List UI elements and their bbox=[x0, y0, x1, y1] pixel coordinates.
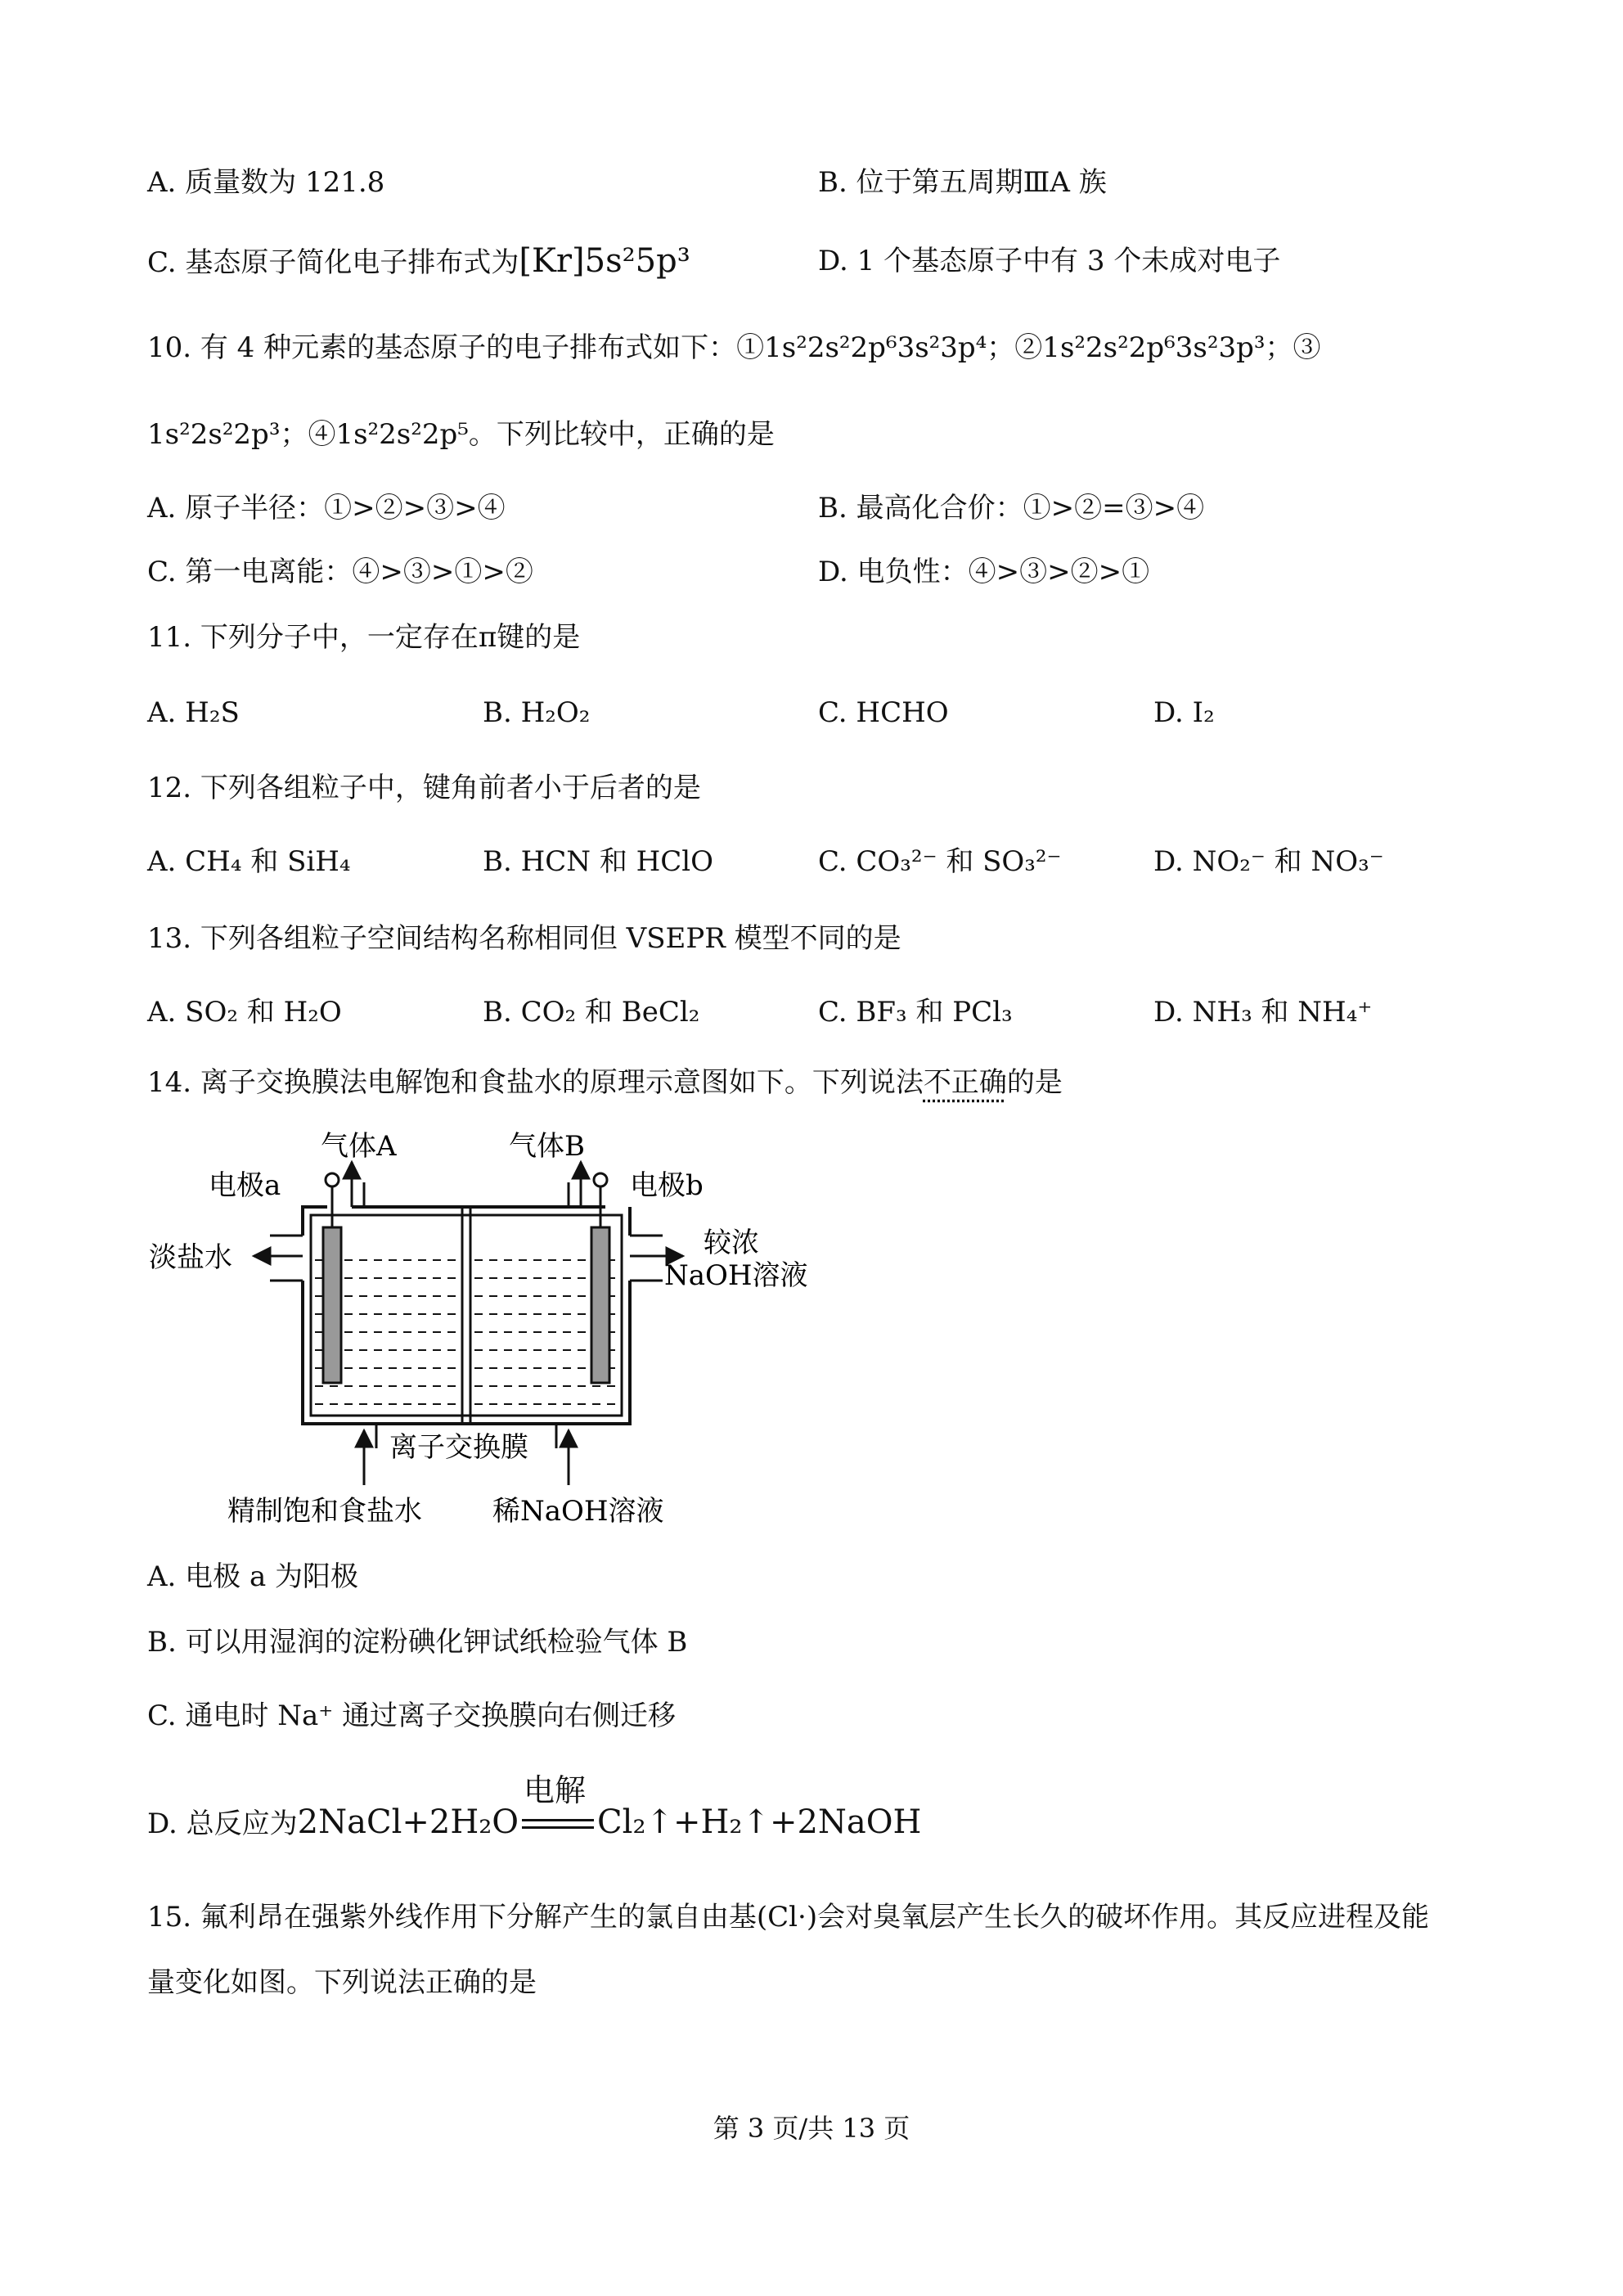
q11-option-b: B. H₂O₂ bbox=[483, 696, 591, 729]
conc-naoh-label-2: NaOH溶液 bbox=[664, 1259, 808, 1292]
q11-option-a: A. H₂S bbox=[147, 696, 240, 729]
q15-stem-line1: 15. 氟利昂在强紫外线作用下分解产生的氯自由基(Cl·)会对臭氧层产生长久的破坏作用。其反应进程及能 bbox=[147, 1901, 1430, 1934]
electrolysis-diagram bbox=[139, 1121, 843, 1546]
q9-option-c-text: C. 基态原子简化电子排布式为 bbox=[147, 246, 519, 279]
q14-stem bbox=[147, 1064, 1063, 1101]
electrode-a-label: 电极a bbox=[209, 1169, 281, 1202]
gas-a-label: 气体A bbox=[321, 1130, 397, 1163]
q10-stem-line1: 10. 有 4 种元素的基态原子的电子排布式如下：①1s²2s²2p⁶3s²3p⁴；②1s²2s²2p⁶3s²3p³；③ bbox=[147, 331, 1321, 364]
q12-option-b: B. HCN 和 HClO bbox=[483, 845, 714, 878]
q9-option-b: B. 位于第五周期ⅢA 族 bbox=[818, 166, 1107, 199]
q10-option-d: D. 电负性：④>③>②>① bbox=[818, 556, 1150, 588]
electrolyte-solution bbox=[315, 1260, 618, 1404]
q13-option-a: A. SO₂ 和 H₂O bbox=[147, 996, 342, 1029]
q10-option-a: A. 原子半径：①>②>③>④ bbox=[147, 492, 506, 524]
conc-naoh-label-1: 较浓 bbox=[704, 1227, 759, 1259]
q9-option-d: D. 1 个基态原子中有 3 个未成对电子 bbox=[818, 245, 1281, 277]
dilute-brine-outlet bbox=[254, 1236, 303, 1281]
saturated-brine-label: 精制饱和食盐水 bbox=[227, 1495, 422, 1528]
q14-equation-right: Cl₂↑+H₂↑+2NaOH bbox=[597, 1803, 922, 1841]
q11-option-c: C. HCHO bbox=[818, 696, 949, 729]
dilute-naoh-label: 稀NaOH溶液 bbox=[492, 1495, 664, 1528]
q14-option-d-text: D. 总反应为 bbox=[147, 1808, 298, 1840]
naoh-inlet bbox=[556, 1424, 569, 1485]
q14-equation-equals bbox=[522, 1819, 594, 1829]
page-footer: 第 3 页/共 13 页 bbox=[713, 2113, 910, 2144]
q15-stem-line2: 量变化如图。下列说法正确的是 bbox=[147, 1966, 537, 1999]
electrode-b-rod bbox=[591, 1173, 609, 1383]
q14-option-a: A. 电极 a 为阳极 bbox=[147, 1560, 359, 1593]
q14-stem-suffix: 的是 bbox=[1006, 1066, 1063, 1099]
q10-option-c: C. 第一电离能：④>③>①>② bbox=[147, 556, 533, 588]
gas-b-outlet bbox=[569, 1162, 581, 1207]
q12-option-c: C. CO₃²⁻ 和 SO₃²⁻ bbox=[818, 845, 1062, 878]
q14-option-b: B. 可以用湿润的淀粉碘化钾试纸检验气体 B bbox=[147, 1626, 688, 1659]
q14-stem-prefix: 14. 离子交换膜法电解饱和食盐水的原理示意图如下。下列说法 bbox=[147, 1066, 924, 1099]
q13-option-b: B. CO₂ 和 BeCl₂ bbox=[483, 996, 700, 1029]
gas-b-label: 气体B bbox=[509, 1130, 585, 1163]
q12-option-d: D. NO₂⁻ 和 NO₃⁻ bbox=[1153, 845, 1384, 878]
q12-option-a: A. CH₄ 和 SiH₄ bbox=[147, 845, 351, 878]
brine-inlet bbox=[364, 1424, 376, 1485]
q12-stem: 12. 下列各组粒子中，键角前者小于后者的是 bbox=[147, 772, 701, 804]
dilute-brine-label: 淡盐水 bbox=[149, 1241, 232, 1274]
q13-option-c: C. BF₃ 和 PCl₃ bbox=[818, 996, 1013, 1029]
gas-a-outlet bbox=[352, 1162, 364, 1207]
q14-equation-sign bbox=[519, 1772, 597, 1842]
q14-equation-condition: 电解 bbox=[524, 1772, 587, 1808]
q9-option-c bbox=[147, 242, 690, 281]
q14-option-d bbox=[147, 1772, 922, 1843]
q13-stem: 13. 下列各组粒子空间结构名称相同但 VSEPR 模型不同的是 bbox=[147, 922, 901, 955]
q11-option-d: D. I₂ bbox=[1153, 696, 1215, 729]
q9-option-c-formula: [Kr]5s²5p³ bbox=[519, 242, 690, 280]
q14-equation-left: 2NaCl+2H₂O bbox=[297, 1803, 519, 1841]
q14-option-c: C. 通电时 Na⁺ 通过离子交换膜向右侧迁移 bbox=[147, 1699, 676, 1732]
q10-option-b: B. 最高化合价：①>②=③>④ bbox=[818, 492, 1205, 524]
electrode-b-label: 电极b bbox=[630, 1169, 704, 1202]
electrolytic-cell bbox=[303, 1207, 630, 1424]
electrode-a-rod bbox=[323, 1173, 341, 1383]
q13-option-d: D. NH₃ 和 NH₄⁺ bbox=[1153, 996, 1373, 1029]
q9-option-a: A. 质量数为 121.8 bbox=[147, 166, 385, 199]
ion-exchange-membrane bbox=[462, 1207, 470, 1424]
q10-stem-line2: 1s²2s²2p³；④1s²2s²2p⁵。下列比较中，正确的是 bbox=[147, 418, 775, 451]
q14-stem-emphasis: 不正确 bbox=[923, 1066, 1007, 1099]
membrane-label: 离子交换膜 bbox=[389, 1431, 528, 1464]
q11-stem: 11. 下列分子中，一定存在π键的是 bbox=[147, 621, 581, 654]
